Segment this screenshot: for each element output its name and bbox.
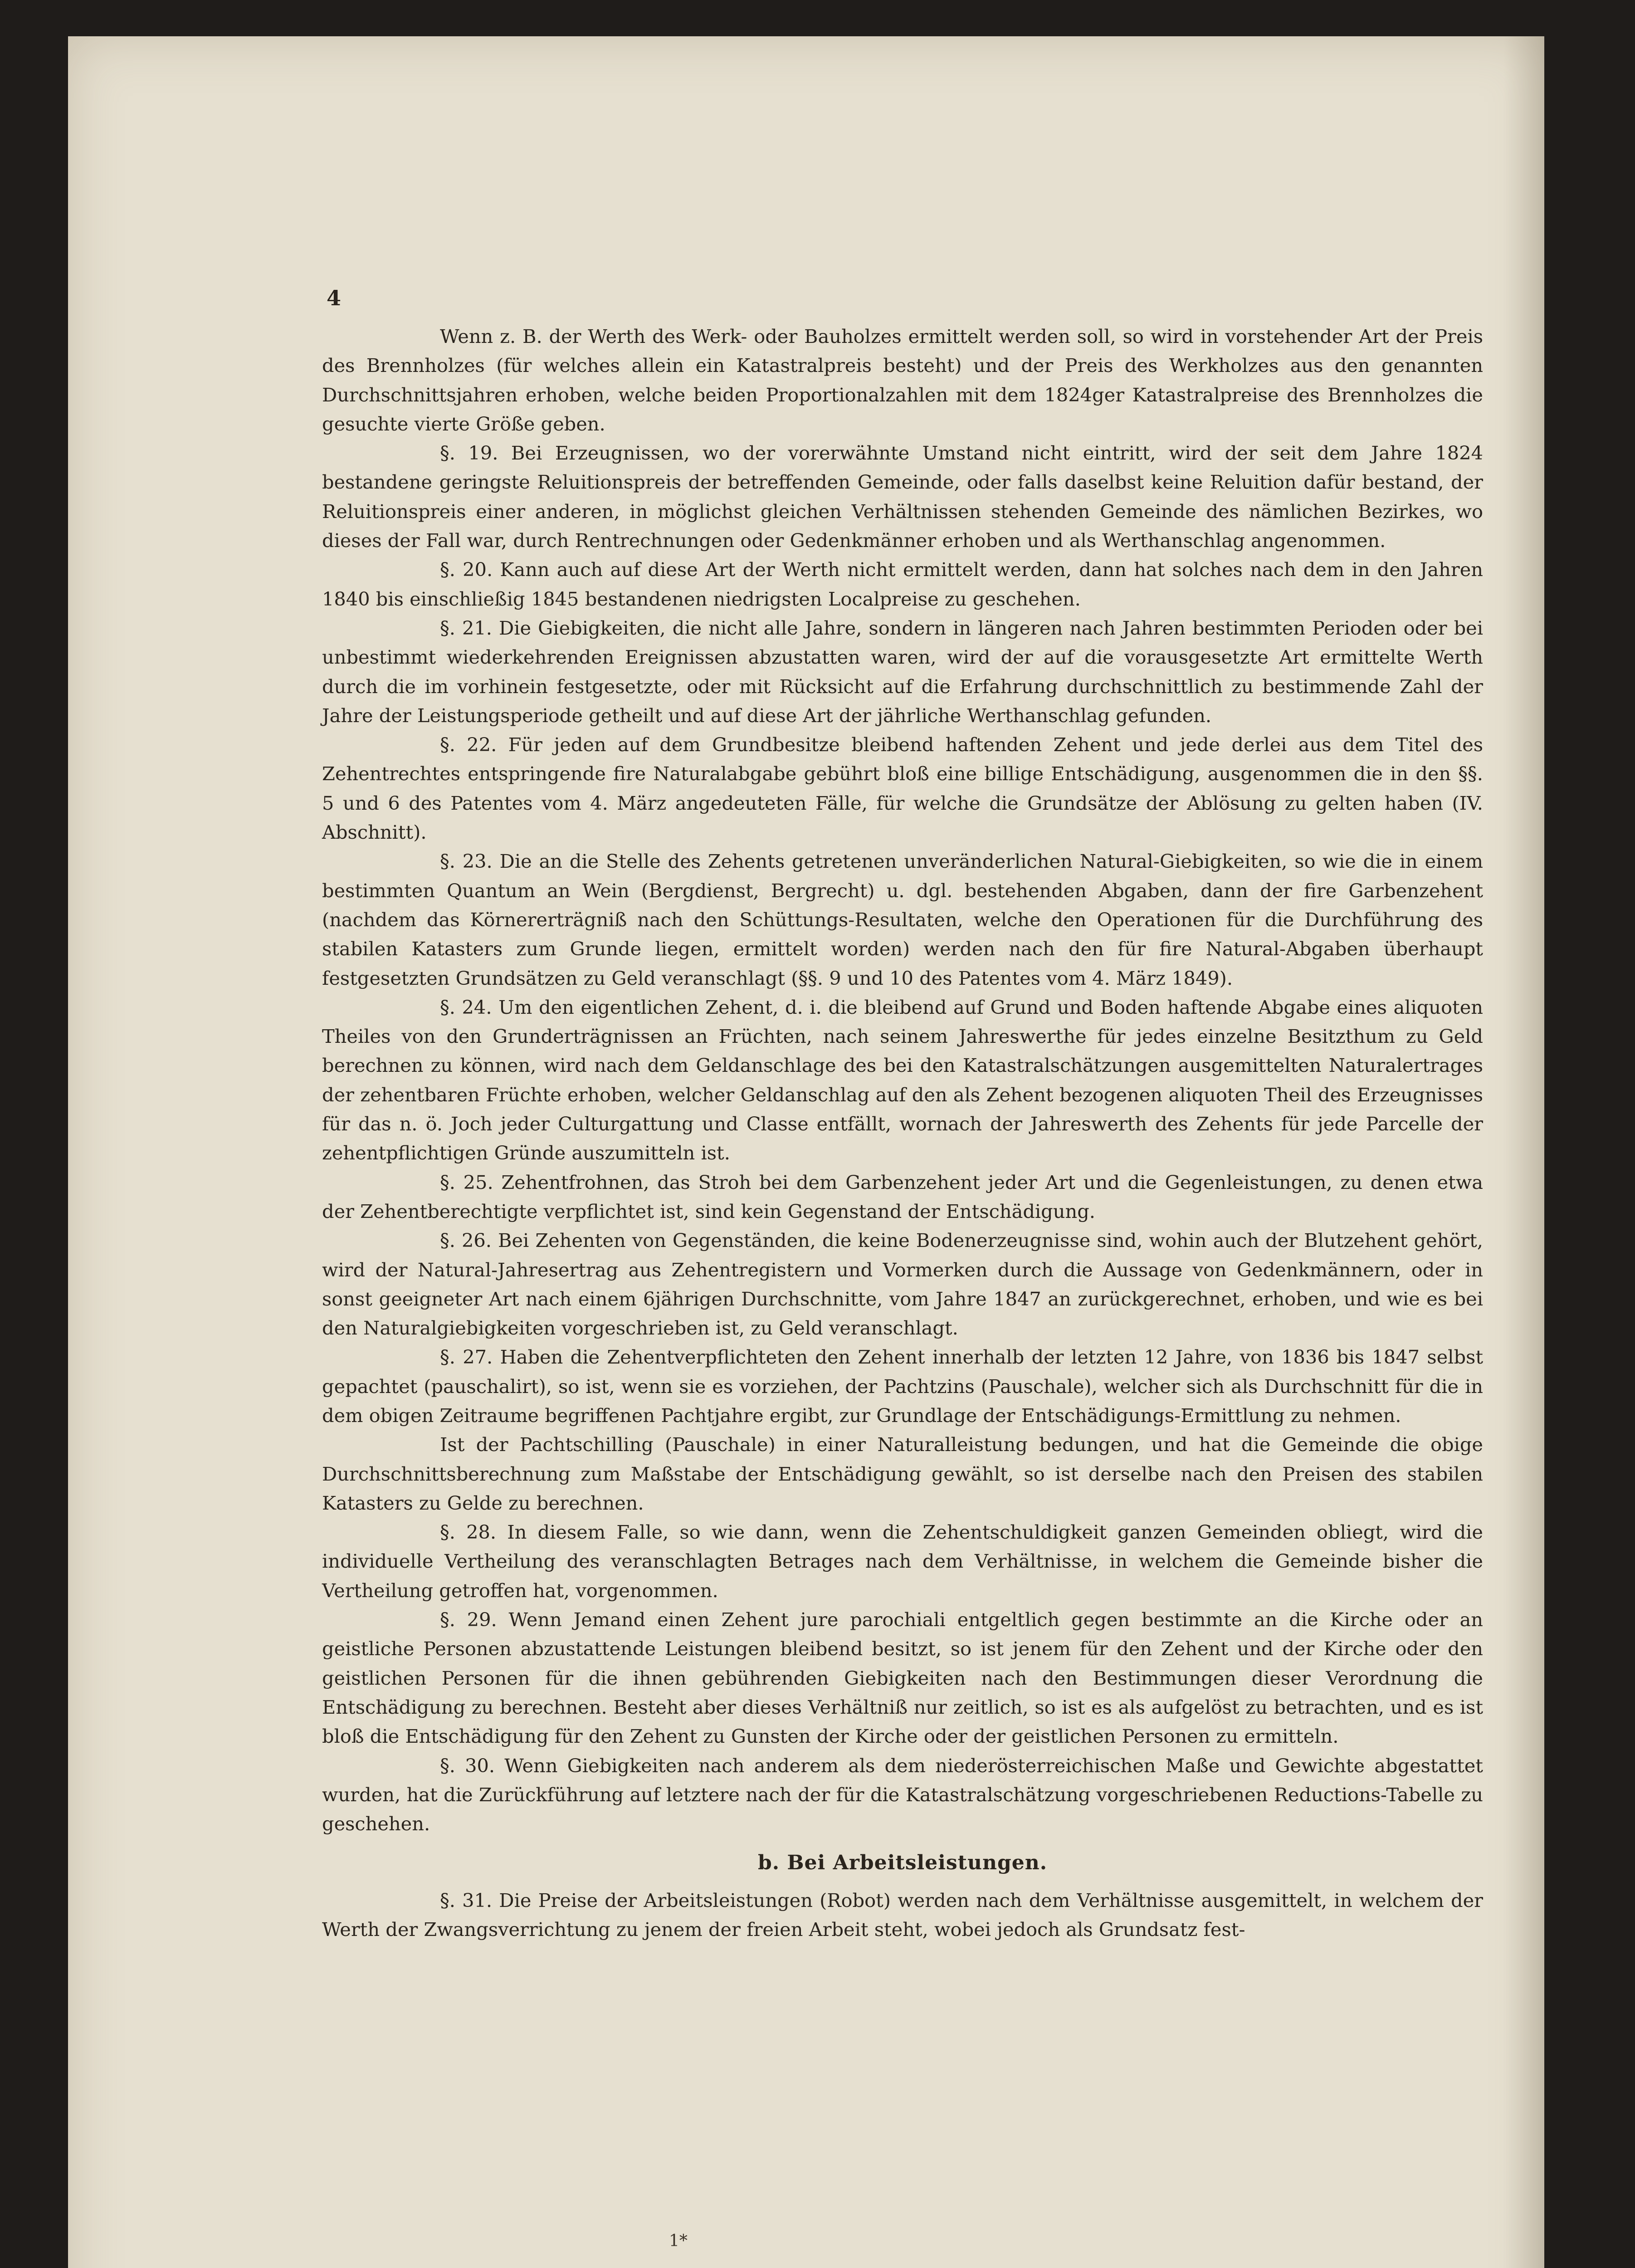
paragraph-26: §. 26. Bei Zehenten von Gegenständen, die keine Bodenerzeugnisse sind, wohin auch der Blutzehent gehört, wird der Natural-Jahresertrag aus Zehentregistern und Vormerken durch die Aussage von Gedenkmännern, oder in sonst geeigneter Art nach einem 6jährigen Durchschnitte, vom Jahre 1847 an zurückgerechnet, erhoben, und wie es bei den Naturalgiebigkeiten vorgeschrieben ist, zu Geld veranschlagt. bbox=[322, 1229, 1483, 1339]
paragraph-20: §. 20. Kann auch auf diese Art der Werth nicht ermittelt werden, dann hat solches nach dem in den Jahren 1840 bis einschließig 1845 bestandenen niedrigsten Localpreise zu geschehen. bbox=[322, 558, 1483, 610]
paragraph-21: §. 21. Die Giebigkeiten, die nicht alle Jahre, sondern in längeren nach Jahren bestimmten Perioden oder bei unbestimmt wiederkehrenden Ereignissen abzustatten waren, wird der auf die vorausgesetzte Art ermittelte Werth durch die im vorhinein festgesetzte, oder mit Rücksicht auf die Erfahrung durchschnittlich zu bestimmende Zahl der Jahre der Leistungsperiode getheilt und auf diese Art der jährliche Werthanschlag gefunden. bbox=[322, 616, 1483, 727]
body-text bbox=[322, 322, 1483, 1944]
paragraph-27: §. 27. Haben die Zehentverpflichteten den Zehent innerhalb der letzten 12 Jahre, von 1836 bis 1847 selbst gepachtet (pauschalirt), so ist, wenn sie es vorziehen, der Pachtzins (Pauschale), welcher sich als Durchschnitt für die in dem obigen Zeitraume begriffenen Pachtjahre ergibt, zur Grundlage der Entschädigungs-Ermittlung zu nehmen. bbox=[322, 1346, 1483, 1427]
signature-mark: 1* bbox=[669, 2232, 688, 2250]
paragraph-27-continued: Ist der Pachtschilling (Pauschale) in einer Naturalleistung bedungen, und hat die Gemeinde die obige Durchschnittsberechnung zum Maßstabe der Entschädigung gewählt, so ist derselbe nach den Preisen des stabilen Katasters zu Gelde zu berechnen. bbox=[322, 1433, 1483, 1514]
paragraph-intro: Wenn z. B. der Werth des Werk- oder Bauholzes ermittelt werden soll, so wird in vorstehender Art der Preis des Brennholzes (für welches allein ein Katastralpreis besteht) und der Preis des Werkholzes aus den genannten Durchschnittsjahren erhoben, welche beiden Proportionalzahlen mit dem 1824ger Katastralpreise des Brennholzes die gesuchte vierte Größe geben. bbox=[322, 325, 1483, 435]
paragraph-23: §. 23. Die an die Stelle des Zehents getretenen unveränderlichen Natural-Giebigkeiten, so wie die in einem bestimmten Quantum an Wein (Bergdienst, Bergrecht) u. dgl. bestehenden Abgaben, dann der fire Garbenzehent (nachdem das Körnererträgniß nach den Schüttungs-Resultaten, welche den Operationen für die Durchführung des stabilen Katasters zum Grunde liegen, ermittelt worden) werden nach den für fire Natural-Abgaben überhaupt festgesetzten Grundsätzen zu Geld veranschlagt (§§. 9 und 10 des Patentes vom 4. März 1849). bbox=[322, 850, 1483, 989]
paragraph-24: §. 24. Um den eigentlichen Zehent, d. i. die bleibend auf Grund und Boden haftende Abgabe eines aliquoten Theiles von den Grunderträgnissen an Früchten, nach seinem Jahreswerthe für jedes einzelne Besitzthum zu Geld berechnen zu können, wird nach dem Geldanschlage des bei den Katastralschätzungen ausgemittelten Naturalertrages der zehentbaren Früchte erhoben, welcher Geldanschlag auf den als Zehent bezogenen aliquoten Theil des Erzeugnisses für das n. ö. Joch jeder Culturgattung und Classe entfällt, wornach der Jahreswerth des Zehents für jede Parcelle der zehentpflichtigen Gründe auszumitteln ist. bbox=[322, 996, 1483, 1164]
page-fold-shadow bbox=[1503, 36, 1544, 2268]
section-heading: b. Bei Arbeitsleistungen. bbox=[757, 1851, 1048, 1875]
paragraph-31: §. 31. Die Preise der Arbeitsleistungen (Robot) werden nach dem Verhältnisse ausgemittelt, in welchem der Werth der Zwangsverrichtung zu jenem der freien Arbeit steht, wobei jedoch als Grundsatz fest- bbox=[322, 1889, 1483, 1941]
paragraph-25: §. 25. Zehentfrohnen, das Stroh bei dem Garbenzehent jeder Art und die Gegenleistungen, zu denen etwa der Zehentberechtigte verpflichtet ist, sind kein Gegenstand der Entschädigung. bbox=[322, 1171, 1483, 1222]
page-number: 4 bbox=[327, 286, 342, 310]
paragraph-29: §. 29. Wenn Jemand einen Zehent jure parochiali entgeltlich gegen bestimmte an die Kirche oder an geistliche Personen abzustattende Leistungen bleibend besitzt, so ist jenem für den Zehent und der Kirche oder den geistlichen Personen für die ihnen gebührenden Giebigkeiten nach den Bestimmungen dieser Verordnung die Entschädigung zu berechnen. Besteht aber dieses Verhältniß nur zeitlich, so ist es als aufgelöst zu betrachten, und es ist bloß die Entschädigung für den Zehent zu Gunsten der Kirche oder der geistlichen Personen zu ermitteln. bbox=[322, 1608, 1483, 1748]
paragraph-30: §. 30. Wenn Giebigkeiten nach anderem als dem niederösterreichischen Maße und Gewichte abgestattet wurden, hat die Zurückführung auf letztere nach der für die Katastralschätzung vorgeschriebenen Reductions-Tabelle zu geschehen. bbox=[322, 1754, 1483, 1835]
paragraph-22: §. 22. Für jeden auf dem Grundbesitze bleibend haftenden Zehent und jede derlei aus dem Titel des Zehentrechtes entspringende fire Naturalabgabe gebührt bloß eine billige Entschädigung, ausgenommen die in den §§. 5 und 6 des Patentes vom 4. März angedeuteten Fälle, für welche die Grundsätze der Ablösung zu gelten haben (IV. Abschnitt). bbox=[322, 733, 1483, 844]
paragraph-28: §. 28. In diesem Falle, so wie dann, wenn die Zehentschuldigkeit ganzen Gemeinden obliegt, wird die individuelle Vertheilung des veranschlagten Betrages nach dem Verhältnisse, in welchem die Gemeinde bisher die Vertheilung getroffen hat, vorgenommen. bbox=[322, 1521, 1483, 1602]
document-sheet bbox=[68, 36, 1544, 2268]
paragraph-19: §. 19. Bei Erzeugnissen, wo der vorerwähnte Umstand nicht eintritt, wird der seit dem Jahre 1824 bestandene geringste Reluitionspreis der betreffenden Gemeinde, oder falls daselbst keine Reluition dafür bestand, der Reluitionspreis einer anderen, in möglichst gleichen Verhältnissen stehenden Gemeinde des nämlichen Bezirkes, wo dieses der Fall war, durch Rentrechnungen oder Gedenkmänner erhoben und als Werthanschlag angenommen. bbox=[322, 442, 1483, 552]
